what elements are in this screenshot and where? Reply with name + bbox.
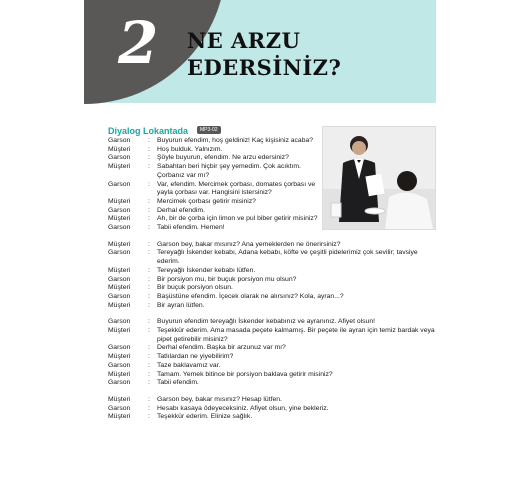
separator-colon: : bbox=[148, 215, 150, 223]
utterance-text: Garson bey, bakar mısınız? Ana yemeklerden ne önerirsiniz? bbox=[157, 240, 341, 248]
separator-colon: : bbox=[148, 327, 150, 335]
utterance-text: Buyurun efendim, hoş geldiniz! Kaç kişisiniz acaba? bbox=[157, 137, 314, 144]
dialogue-line bbox=[108, 224, 438, 233]
separator-colon: : bbox=[148, 301, 150, 309]
speaker-label: Müşteri bbox=[108, 353, 131, 361]
dialogue-line bbox=[108, 267, 438, 276]
separator-colon: : bbox=[148, 197, 150, 205]
separator-colon: : bbox=[148, 266, 150, 274]
utterance-text: Bir porsiyon mu, bir buçuk porsiyon mu olsun? bbox=[157, 275, 297, 283]
separator-colon: : bbox=[148, 353, 150, 361]
dialogue-line bbox=[108, 353, 438, 362]
dialogue-line bbox=[108, 302, 438, 311]
utterance-text: Bir buçuk porsiyon olsun. bbox=[157, 284, 233, 292]
dialogue-line bbox=[108, 284, 438, 293]
dialogue-line bbox=[108, 344, 438, 353]
utterance-text: Tereyağlı İskender kebabı lütfen. bbox=[157, 266, 256, 274]
dialogue-line bbox=[108, 405, 438, 414]
speaker-label: Müşteri bbox=[108, 395, 131, 403]
utterance-text: Başüstüne efendim. İçecek olarak ne alırsınız? Kola, ayran...? bbox=[157, 292, 344, 300]
separator-colon: : bbox=[148, 206, 150, 214]
separator-colon: : bbox=[148, 249, 150, 257]
utterance-text: Garson bey, bakar mısınız? Hesap lütfen. bbox=[157, 395, 282, 403]
utterance-text: Tabii efendim. bbox=[157, 379, 199, 387]
separator-colon: : bbox=[148, 361, 150, 369]
dialogue bbox=[108, 137, 438, 422]
dialogue-line bbox=[108, 249, 438, 266]
utterance-text: Bir ayran lütfen. bbox=[157, 301, 205, 309]
utterance-text: Derhal efendim. bbox=[157, 206, 205, 214]
speaker-label: Garson bbox=[108, 224, 131, 232]
dialogue-line bbox=[108, 198, 438, 207]
dialogue-line bbox=[108, 396, 438, 405]
utterance-text: Ah, bir de çorba için limon ve pul biber getirir misiniz? bbox=[157, 215, 318, 223]
speaker-label: Müşteri bbox=[108, 413, 131, 421]
speaker-label: Garson bbox=[108, 206, 131, 214]
separator-colon: : bbox=[148, 344, 150, 352]
separator-colon: : bbox=[148, 145, 150, 153]
separator-colon: : bbox=[148, 395, 150, 403]
separator-colon: : bbox=[148, 292, 150, 300]
separator-colon: : bbox=[148, 137, 150, 144]
speaker-label: Garson bbox=[108, 379, 131, 387]
speaker-label: Garson bbox=[108, 361, 131, 369]
utterance-text: Tatlılardan ne yiyebilirim? bbox=[157, 353, 234, 361]
dialogue-line bbox=[108, 181, 438, 198]
utterance-text: Hesabı kasaya ödeyeceksiniz. Afiyet olsun, yine bekleriz. bbox=[157, 404, 329, 412]
utterance-text: Sabahtan beri hiçbir şey yemedim. Çok acıktım. Çorbanız var mı? bbox=[157, 163, 301, 179]
section-title: Diyalog Lokantada bbox=[108, 126, 189, 136]
speaker-label: Müşteri bbox=[108, 197, 131, 205]
dialogue-line bbox=[108, 293, 438, 302]
dialogue-line bbox=[108, 276, 438, 285]
separator-colon: : bbox=[148, 370, 150, 378]
utterance-text: Tamam. Yemek bitince bir porsiyon baklava getirir misiniz? bbox=[157, 370, 333, 378]
utterance-text: Teşekkür ederim. Ama masada peçete kalmamış. Bir peçete ile ayran için temiz bardak veya pipet getirebilir misiniz? bbox=[157, 327, 435, 343]
block-gap bbox=[108, 233, 438, 241]
speaker-label: Müşteri bbox=[108, 145, 131, 153]
dialogue-line bbox=[108, 371, 438, 380]
utterance-text: Buyurun efendim tereyağlı İskender kebabınız ve ayranınız. Afiyet olsun! bbox=[157, 318, 376, 326]
speaker-label: Müşteri bbox=[108, 370, 131, 378]
speaker-label: Garson bbox=[108, 404, 131, 412]
utterance-text: Derhal efendim. Başka bir arzunuz var mı? bbox=[157, 344, 286, 352]
utterance-text: Taze baklavamız var. bbox=[157, 361, 221, 369]
dialogue-line bbox=[108, 163, 438, 180]
utterance-text: Mercimek çorbası getirir misiniz? bbox=[157, 197, 256, 205]
speaker-label: Müşteri bbox=[108, 240, 131, 248]
block-gap bbox=[108, 388, 438, 396]
dialogue-line bbox=[108, 146, 438, 155]
dialogue-line bbox=[108, 413, 438, 422]
utterance-text: Tabii efendim. Hemen! bbox=[157, 224, 225, 232]
separator-colon: : bbox=[148, 154, 150, 162]
separator-colon: : bbox=[148, 240, 150, 248]
dialogue-line bbox=[108, 215, 438, 224]
utterance-text: Var, efendim. Mercimek çorbası, domates çorbası ve yayla çorbası var. Hangisini istersiniz? bbox=[157, 180, 316, 197]
chapter-title-line-2: EDERSİNİZ? bbox=[187, 55, 342, 80]
utterance-text: Tereyağlı İskender kebabı, Adana kebabı, köfte ve çeşitli pidelerimiz çok sevilir; tavsiye ederim. bbox=[157, 249, 418, 266]
speaker-label: Müşteri bbox=[108, 163, 131, 171]
separator-colon: : bbox=[148, 275, 150, 283]
separator-colon: : bbox=[148, 284, 150, 292]
separator-colon: : bbox=[148, 404, 150, 412]
chapter-title bbox=[187, 27, 341, 81]
speaker-label: Garson bbox=[108, 292, 131, 300]
chapter-title-line-1: NE ARZU bbox=[187, 28, 301, 53]
speaker-label: Müşteri bbox=[108, 266, 131, 274]
speaker-label: Garson bbox=[108, 154, 131, 162]
dialogue-line bbox=[108, 207, 438, 216]
speaker-label: Garson bbox=[108, 180, 131, 188]
separator-colon: : bbox=[148, 379, 150, 387]
dialogue-line bbox=[108, 154, 438, 163]
speaker-label: Müşteri bbox=[108, 327, 131, 335]
speaker-label: Müşteri bbox=[108, 215, 131, 223]
separator-colon: : bbox=[148, 413, 150, 421]
separator-colon: : bbox=[148, 318, 150, 326]
speaker-label: Garson bbox=[108, 249, 131, 257]
utterance-text: Teşekkür ederim. Elinize sağlık. bbox=[157, 413, 253, 421]
chapter-number: 2 bbox=[118, 9, 159, 77]
separator-colon: : bbox=[148, 180, 150, 188]
dialogue-line bbox=[108, 318, 438, 327]
speaker-label: Garson bbox=[108, 137, 131, 144]
separator-colon: : bbox=[148, 163, 150, 171]
dialogue-line bbox=[108, 137, 438, 146]
utterance-text: Hoş bulduk. Yalnızım. bbox=[157, 145, 223, 153]
dialogue-line bbox=[108, 327, 438, 344]
audio-badge: MP3-02 bbox=[197, 126, 221, 134]
speaker-label: Müşteri bbox=[108, 284, 131, 292]
speaker-label: Garson bbox=[108, 344, 131, 352]
speaker-label: Garson bbox=[108, 275, 131, 283]
separator-colon: : bbox=[148, 224, 150, 232]
utterance-text: Şöyle buyurun, efendim. Ne arzu edersiniz? bbox=[157, 154, 289, 162]
speaker-label: Müşteri bbox=[108, 301, 131, 309]
dialogue-line bbox=[108, 362, 438, 371]
dialogue-line bbox=[108, 379, 438, 388]
speaker-label: Garson bbox=[108, 318, 131, 326]
